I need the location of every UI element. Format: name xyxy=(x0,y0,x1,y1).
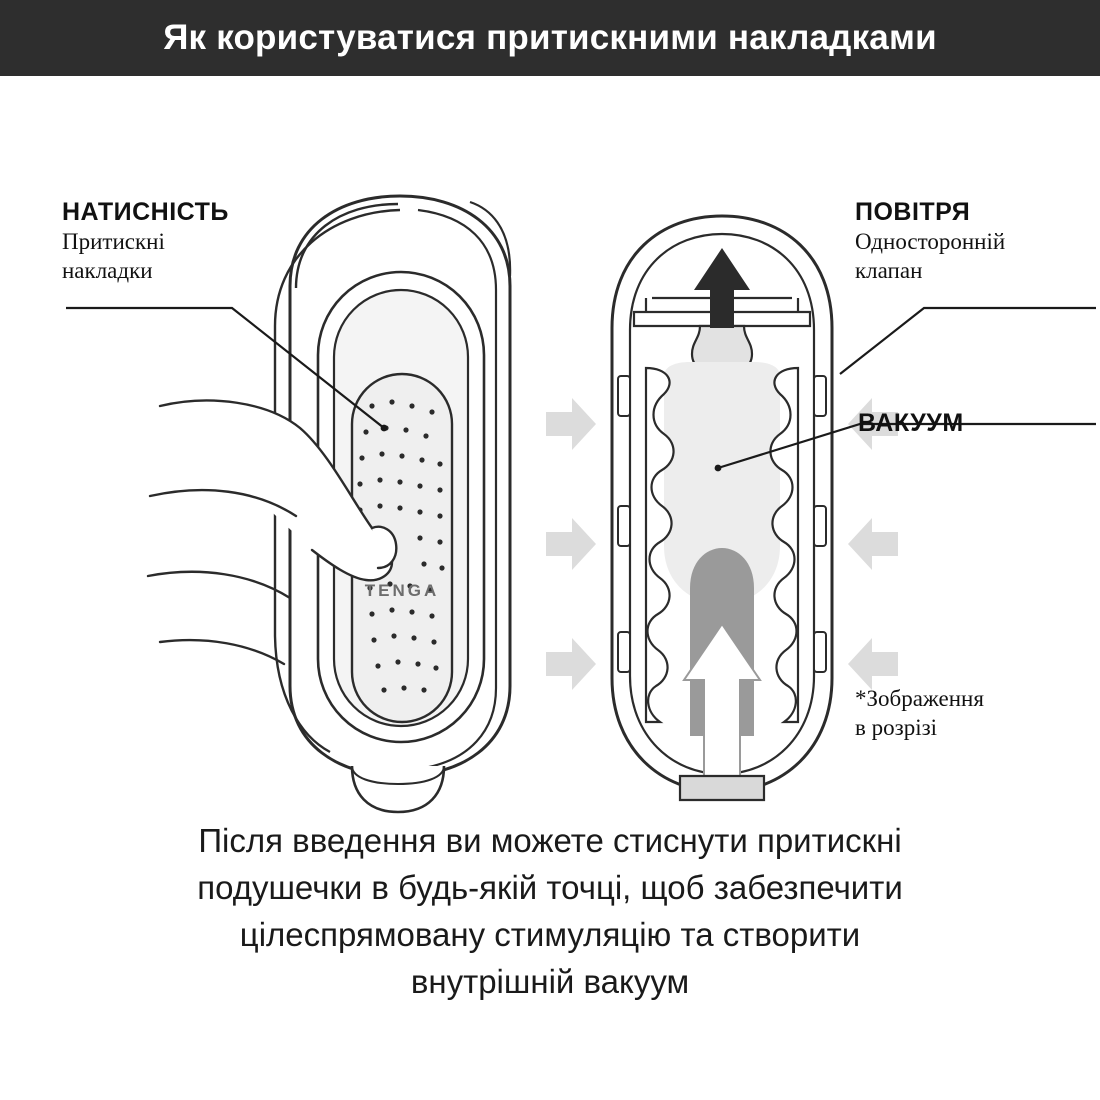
arrow-right-2 xyxy=(546,518,596,570)
label-vacuum-title: ВАКУУМ xyxy=(858,409,964,437)
arrow-right-3 xyxy=(546,638,596,690)
arrow-left-3 xyxy=(848,638,898,690)
label-pressure-line1: Притискні xyxy=(62,229,165,254)
label-pressure xyxy=(62,198,229,286)
cross-section-base xyxy=(680,776,764,800)
squeeze-arrows-left xyxy=(546,398,596,690)
label-pressure-title: НАТИСНІСТЬ xyxy=(62,198,229,226)
header-bar xyxy=(0,0,1100,76)
page-title: Як користуватися притискними накладками xyxy=(163,18,937,57)
arrow-left-2 xyxy=(848,518,898,570)
device-exterior-group xyxy=(148,196,510,812)
bottom-caption xyxy=(0,818,1100,1005)
note-line2: в розрізі xyxy=(855,715,938,741)
arrow-right-1 xyxy=(546,398,596,450)
label-air xyxy=(855,198,1005,286)
caption-line-3: цілеспрямовану стимуляцію та створити xyxy=(239,915,861,953)
diagram-stage xyxy=(0,76,1100,816)
label-vacuum xyxy=(858,409,964,438)
leader-dot-vacuum xyxy=(715,465,722,472)
label-pressure-line2: накладки xyxy=(62,258,153,284)
leader-dot-press xyxy=(381,425,388,432)
label-cutaway-note xyxy=(855,684,984,743)
label-air-title: ПОВІТРЯ xyxy=(855,198,971,226)
cross-section-group xyxy=(612,216,832,800)
device-bottom-cap xyxy=(352,766,444,812)
brand-logo-text: TENGA xyxy=(364,581,440,600)
squeeze-arrows-right xyxy=(848,398,898,690)
label-air-line2: клапан xyxy=(855,258,923,284)
caption-line-2: подушечки в будь-якій точці, щоб забезпечити xyxy=(197,868,903,906)
leader-air xyxy=(840,308,1096,374)
label-air-line1: Односторонній xyxy=(855,229,1006,254)
caption-line-1: Після введення ви можете стиснути притискні xyxy=(198,822,902,859)
note-line1: *Зображення xyxy=(855,686,984,711)
caption-line-4: внутрішній вакуум xyxy=(410,962,690,1000)
